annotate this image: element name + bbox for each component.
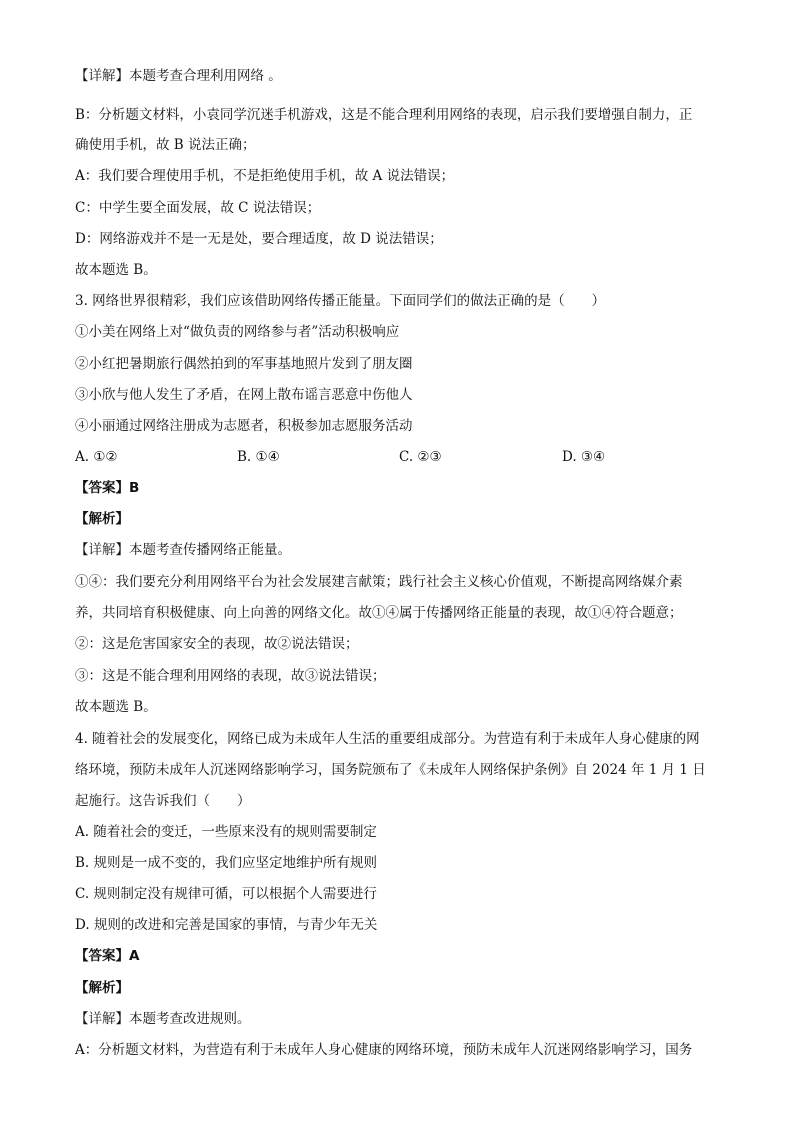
analysis-c: C：中学生要全面发展，故 C 说法错误； (75, 200, 321, 216)
q3-analysis-3: ③：这是不能合理利用网络的表现，故③说法错误； (75, 668, 386, 684)
q3-option-a: A. ①② (75, 449, 118, 465)
conclusion-q2: 故本题选 B。 (75, 262, 157, 278)
q4-option-d: D. 规则的改进和完善是国家的事情，与青少年无关 (75, 917, 378, 933)
q3-item-2: ②小红把暑期旅行偶然拍到的军事基地照片发到了朋友圈 (75, 356, 413, 372)
q4-option-c: C. 规则制定没有规律可循，可以根据个人需要进行 (75, 886, 377, 902)
question-4-stem-line1: 4. 随着社会的发展变化，网络已成为未成年人生活的重要组成部分。为营造有利于未成年人身心健康的网 (75, 731, 700, 747)
q3-analysis-14-line2: 养，共同培育积极健康、向上向善的网络文化。故①④属于传播网络正能量的表现，故①④符合题意； (75, 605, 683, 621)
question-4-stem-line2: 络环境，预防未成年人沉迷网络影响学习，国务院颁布了《未成年人网络保护条例》自 2024 年 1 月 1 日 (75, 762, 706, 778)
detail-heading-q2: 【详解】本题考查合理利用网络 。 (75, 68, 282, 84)
q4-answer: 【答案】A (75, 948, 140, 964)
q3-option-c: C. ②③ (399, 449, 442, 465)
q4-analysis-heading: 【解析】 (75, 980, 129, 996)
q4-option-a: A. 随着社会的变迁，一些原来没有的规则需要制定 (75, 824, 377, 840)
question-4-stem-line3: 起施行。这告诉我们（ ） (75, 793, 251, 809)
conclusion-q3: 故本题选 B。 (75, 699, 157, 715)
q3-analysis-heading: 【解析】 (75, 511, 129, 527)
question-3-stem: 3. 网络世界很精彩，我们应该借助网络传播正能量。下面同学们的做法正确的是（ ） (75, 293, 606, 309)
analysis-b-line2: 确使用手机，故 B 说法正确； (75, 137, 256, 153)
q3-answer: 【答案】B (75, 480, 140, 496)
q4-analysis-a: A：分析题文材料，为营造有利于未成年人身心健康的网络环境，预防未成年人沉迷网络影响学习，国务 (75, 1042, 693, 1058)
q4-detail-heading: 【详解】本题考查改进规则。 (75, 1011, 251, 1027)
q3-option-d: D. ③④ (562, 449, 606, 465)
q4-option-b: B. 规则是一成不变的，我们应坚定地维护所有规则 (75, 855, 378, 871)
analysis-b-line1: B：分析题文材料，小袁同学沉迷手机游戏，这是不能合理利用网络的表现，启示我们要增强自制力，正 (75, 107, 693, 123)
analysis-a: A：我们要合理使用手机，不是拒绝使用手机，故 A 说法错误； (75, 168, 455, 184)
q3-analysis-2: ②：这是危害国家安全的表现，故②说法错误； (75, 636, 359, 652)
q3-item-4: ④小丽通过网络注册成为志愿者，积极参加志愿服务活动 (75, 418, 413, 434)
q3-option-b: B. ①④ (237, 449, 280, 465)
q3-item-1: ①小美在网络上对“做负责的网络参与者”活动积极响应 (75, 324, 400, 340)
q3-detail-heading: 【详解】本题考查传播网络正能量。 (75, 542, 291, 558)
q3-analysis-14-line1: ①④：我们要充分利用网络平台为社会发展建言献策；践行社会主义核心价值观，不断提高网络媒介素 (75, 574, 683, 590)
q3-item-3: ③小欣与他人发生了矛盾，在网上散布谣言恶意中伤他人 (75, 387, 413, 403)
analysis-d: D：网络游戏并不是一无是处，要合理适度，故 D 说法错误； (75, 231, 443, 247)
